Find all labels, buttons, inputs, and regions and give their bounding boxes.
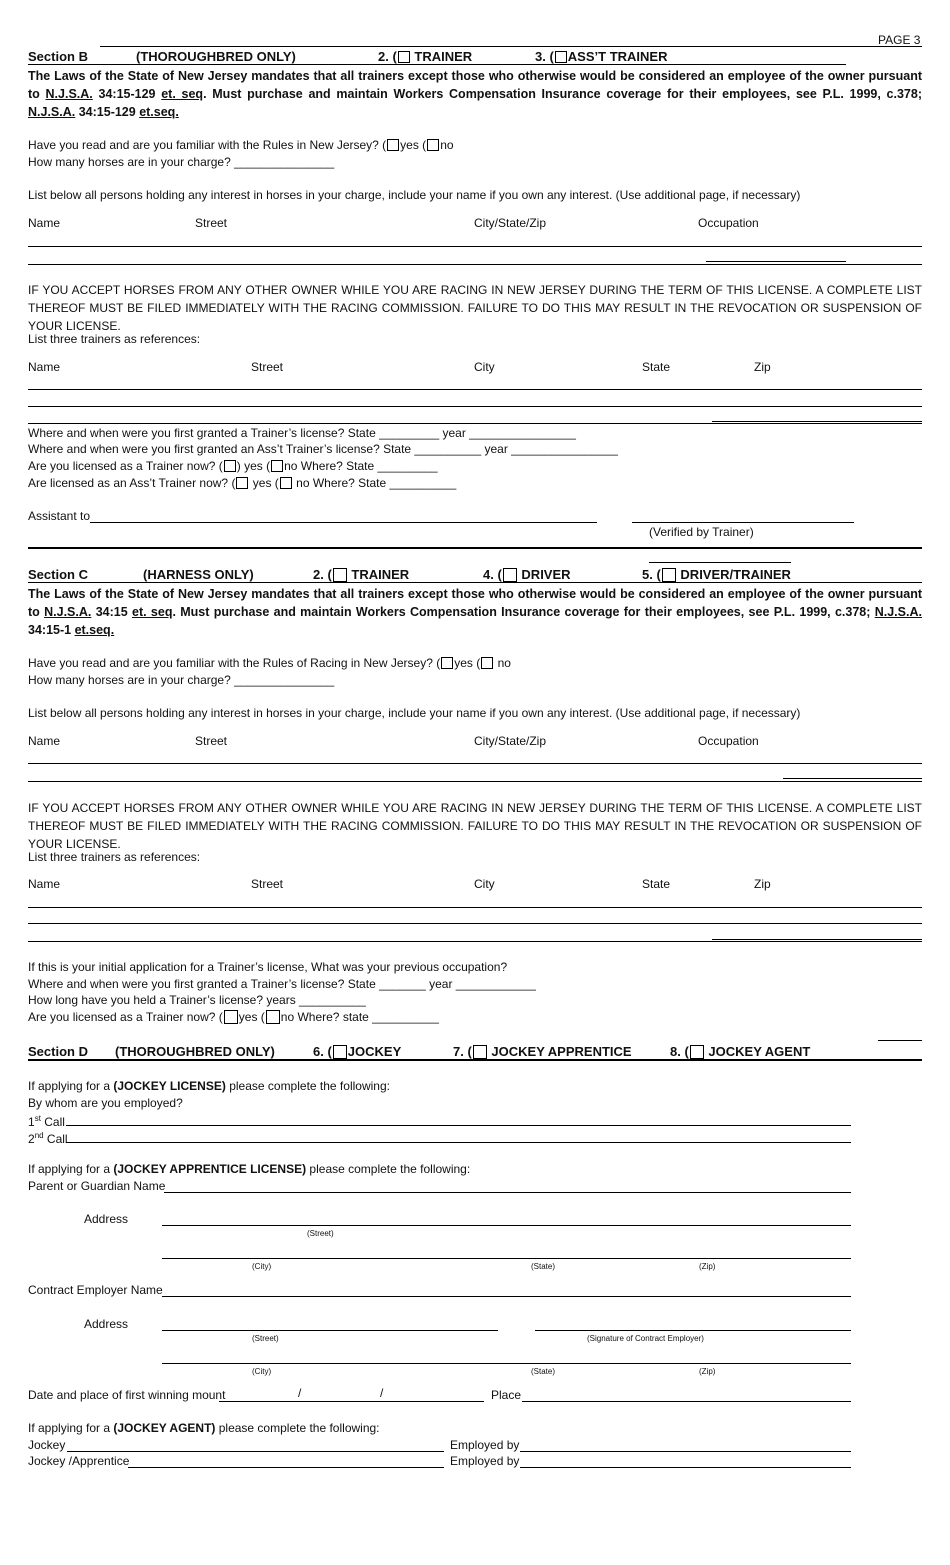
second-call-label: 2nd Call xyxy=(28,1131,68,1146)
jockey-agent-intro: If applying for a (JOCKEY AGENT) please complete the following: xyxy=(28,1421,380,1435)
section-title: Section C xyxy=(28,567,88,582)
address-label: Address xyxy=(84,1317,129,1331)
trainer-checkbox[interactable] xyxy=(333,568,347,582)
jockey-apprentice-label: Jockey /Apprentice xyxy=(28,1454,130,1468)
rules-question: Have you read and are you familiar with the Rules of Racing in New Jersey? ( yes ( no xyxy=(28,656,511,670)
street-field[interactable] xyxy=(162,1225,851,1226)
rules-question: Have you read and are you familiar with the Rules in New Jersey? ( yes ( no xyxy=(28,138,454,152)
jockey-checkbox[interactable] xyxy=(333,1045,347,1059)
verified-by-trainer-label: (Verified by Trainer) xyxy=(649,525,754,539)
first-trainer-license-field[interactable]: Where and when were you first granted a Trainer’s license? State _________ year ________________ xyxy=(28,426,576,440)
workers-comp-notice: The Laws of the State of New Jersey mandates that all trainers except those who otherwise would be considered an employee of the owner pursuant to N.J.S.A. 34:15-129 et. seq. Must purchase and maintain Workers Compensation Insurance coverage for their employees, see P.L. 1999, c.378; N.J.S.A. 34:15-129 et.seq. xyxy=(28,69,922,119)
first-winning-date-field[interactable] xyxy=(219,1401,484,1402)
first-winning-mount-label: Date and place of first winning mount xyxy=(28,1388,226,1402)
col-occupation: Occupation xyxy=(698,734,759,748)
place-field[interactable] xyxy=(522,1401,851,1402)
section-b-header xyxy=(28,50,88,64)
parent-guardian-field[interactable] xyxy=(164,1192,851,1193)
col-city-state-zip: City/State/Zip xyxy=(474,734,547,748)
reference-entry-line[interactable] xyxy=(28,423,922,424)
reference-entry-line[interactable] xyxy=(28,907,922,908)
apprentice-employed-by-field[interactable] xyxy=(520,1467,851,1468)
section-title: Section D xyxy=(28,1044,88,1059)
jockey-agent-checkbox[interactable] xyxy=(690,1045,704,1059)
col-name: Name xyxy=(28,216,61,230)
section-divider xyxy=(28,547,922,549)
accept-horses-notice: IF YOU ACCEPT HORSES FROM ANY OTHER OWNER WHILE YOU ARE RACING IN NEW JERSEY DURING THE TERM OF THIS LICENSE. A COMPLETE LIST THEREOF MUST BE FILED IMMEDIATELY WITH THE RACING COMMISSION. FAILURE TO DO THIS MAY RESULT IN THE REVOCATION OR SUSPENSION OF YOUR LICENSE. xyxy=(28,801,922,851)
assistant-to-field[interactable] xyxy=(90,522,597,523)
ref-col-zip: Zip xyxy=(754,360,771,374)
col-name: Name xyxy=(28,734,61,748)
ref-col-name: Name xyxy=(28,360,61,374)
jockey-license-intro: If applying for a (JOCKEY LICENSE) please complete the following: xyxy=(28,1079,390,1093)
jockey-field[interactable] xyxy=(67,1451,444,1452)
trainer-now-yes-checkbox[interactable] xyxy=(224,1010,238,1024)
jockey-agent-option: 8. ( JOCKEY AGENT xyxy=(670,1044,811,1059)
horses-count-field[interactable]: How many horses are in your charge? _______________ xyxy=(28,673,335,687)
asst-now-no-checkbox[interactable] xyxy=(280,477,292,489)
jockey-employed-by-field[interactable] xyxy=(520,1451,851,1452)
reference-entry-line[interactable] xyxy=(28,406,922,407)
rules-no-checkbox[interactable] xyxy=(427,139,439,151)
trainer-now-question: Are you licensed as a Trainer now? ( yes ( no Where? state __________ xyxy=(28,1010,439,1024)
date-separator: / xyxy=(298,1386,302,1400)
reference-entry-line[interactable] xyxy=(28,923,922,924)
ref-col-city: City xyxy=(474,360,495,374)
trainer-now-yes-checkbox[interactable] xyxy=(224,460,236,472)
asst-trainer-option: 3. ( ASS’T TRAINER xyxy=(535,49,668,64)
trainer-option: 2. ( TRAINER xyxy=(378,49,473,64)
asst-now-question: Are licensed as an Ass’t Trainer now? ( yes ( no Where? State __________ xyxy=(28,476,457,490)
trainer-option: 2. ( TRAINER xyxy=(313,567,410,582)
ref-col-name: Name xyxy=(28,877,61,891)
jockey-option: 6. ( JOCKEY xyxy=(313,1044,402,1059)
divider xyxy=(783,778,922,779)
ref-col-city: City xyxy=(474,877,495,891)
place-label: Place xyxy=(491,1388,522,1402)
trainer-verification-field[interactable] xyxy=(632,522,854,523)
reference-entry-line[interactable] xyxy=(28,389,922,390)
trainer-now-no-checkbox[interactable] xyxy=(271,460,283,472)
section-scope: (THOROUGHBRED ONLY) xyxy=(136,49,296,64)
divider xyxy=(712,421,922,422)
section-scope: (THOROUGHBRED ONLY) xyxy=(115,1044,275,1059)
first-call-field[interactable] xyxy=(66,1125,851,1126)
employed-by-label: Employed by xyxy=(450,1454,520,1468)
col-street: Street xyxy=(195,734,228,748)
references-instruction: List three trainers as references: xyxy=(28,850,201,864)
second-call-field[interactable] xyxy=(66,1142,851,1143)
date-separator: / xyxy=(380,1386,384,1400)
interest-entry-line[interactable] xyxy=(28,763,922,764)
asst-now-yes-checkbox[interactable] xyxy=(236,477,248,489)
ref-col-street: Street xyxy=(251,877,284,891)
address-label: Address xyxy=(84,1212,129,1226)
jockey-apprentice-checkbox[interactable] xyxy=(473,1045,487,1059)
first-call-label: 1st Call xyxy=(28,1114,65,1129)
employed-question: By whom are you employed? xyxy=(28,1096,183,1110)
interest-entry-line[interactable] xyxy=(28,264,922,265)
interest-list-instruction: List below all persons holding any interest in horses in your charge, include your name if you own any interest. (Use additional page, if necessary) xyxy=(28,706,801,720)
interest-entry-line[interactable] xyxy=(28,781,922,782)
contract-employer-label: Contract Employer Name xyxy=(28,1283,163,1297)
jockey-label: Jockey xyxy=(28,1438,66,1452)
page-number: PAGE 3 xyxy=(878,33,921,47)
state-caption: (State) xyxy=(531,1367,556,1376)
first-trainer-license-field[interactable]: Where and when were you first granted a Trainer’s license? State _______ year ____________ xyxy=(28,977,536,991)
employer-city-state-zip-field[interactable] xyxy=(162,1363,851,1364)
rules-yes-checkbox[interactable] xyxy=(387,139,399,151)
ref-col-state: State xyxy=(642,360,671,374)
interest-list-instruction: List below all persons holding any interest in horses in your charge, include your name if you own any interest. (Use additional page, if necessary) xyxy=(28,188,801,202)
city-caption: (City) xyxy=(252,1367,272,1376)
trainer-now-question: Are you licensed as a Trainer now? ( ) yes ( no Where? State _________ xyxy=(28,459,438,473)
driver-checkbox[interactable] xyxy=(503,568,517,582)
driver-trainer-checkbox[interactable] xyxy=(662,568,676,582)
divider xyxy=(28,582,922,583)
divider xyxy=(878,1040,922,1041)
divider xyxy=(712,939,922,940)
section-scope: (HARNESS ONLY) xyxy=(143,567,254,582)
driver-option: 4. ( DRIVER xyxy=(483,567,571,582)
city-state-zip-field[interactable] xyxy=(162,1258,851,1259)
jockey-apprentice-option: 7. ( JOCKEY APPRENTICE xyxy=(453,1044,632,1059)
divider xyxy=(706,261,846,262)
jockey-apprentice-intro: If applying for a (JOCKEY APPRENTICE LICENSE) please complete the following: xyxy=(28,1162,471,1176)
divider xyxy=(649,562,791,563)
city-caption: (City) xyxy=(252,1262,272,1271)
previous-occupation-question: If this is your initial application for a Trainer’s license, What was your previous occupation? xyxy=(28,960,508,974)
ref-col-street: Street xyxy=(251,360,284,374)
rules-yes-checkbox[interactable] xyxy=(441,657,453,669)
contract-employer-field[interactable] xyxy=(162,1296,851,1297)
first-asst-license-field[interactable]: Where and when were you first granted an Ass’t Trainer’s license? State __________ year ________________ xyxy=(28,442,618,456)
driver-trainer-option: 5. ( DRIVER/TRAINER xyxy=(642,567,791,582)
zip-caption: (Zip) xyxy=(699,1367,716,1376)
signature-caption: (Signature of Contract Employer) xyxy=(587,1334,704,1343)
street-caption: (Street) xyxy=(252,1334,279,1343)
assistant-to-label: Assistant to xyxy=(28,509,91,523)
employer-signature-field[interactable] xyxy=(535,1330,851,1331)
references-instruction: List three trainers as references: xyxy=(28,332,201,346)
trainer-now-no-checkbox[interactable] xyxy=(266,1010,280,1024)
reference-entry-line[interactable] xyxy=(28,941,922,942)
interest-entry-line[interactable] xyxy=(28,246,922,247)
jockey-apprentice-field[interactable] xyxy=(128,1467,444,1468)
ref-col-state: State xyxy=(642,877,671,891)
asst-trainer-checkbox[interactable] xyxy=(555,51,567,63)
section-divider xyxy=(28,1059,922,1061)
horses-count-field[interactable]: How many horses are in your charge? _______________ xyxy=(28,155,335,169)
years-held-field[interactable]: How long have you held a Trainer’s license? years __________ xyxy=(28,993,366,1007)
employer-street-field[interactable] xyxy=(162,1330,498,1331)
employed-by-label: Employed by xyxy=(450,1438,520,1452)
workers-comp-notice: The Laws of the State of New Jersey mandates that all trainers except those who otherwise would be considered an employee of the owner pursuant to N.J.S.A. 34:15 et. seq. Must purchase and maintain Workers Compensation Insurance coverage for their employees, see P.L. 1999, c.378; N.J.S.A. 34:15-1 et.seq. xyxy=(28,587,922,637)
street-caption: (Street) xyxy=(307,1229,334,1238)
rules-no-checkbox[interactable] xyxy=(481,657,493,669)
divider xyxy=(28,64,846,65)
section-title: Section B xyxy=(28,49,88,64)
divider xyxy=(100,46,922,47)
col-occupation: Occupation xyxy=(698,216,759,230)
zip-caption: (Zip) xyxy=(699,1262,716,1271)
trainer-checkbox[interactable] xyxy=(398,51,410,63)
col-street: Street xyxy=(195,216,228,230)
accept-horses-notice: IF YOU ACCEPT HORSES FROM ANY OTHER OWNER WHILE YOU ARE RACING IN NEW JERSEY DURING THE TERM OF THIS LICENSE. A COMPLETE LIST THEREOF MUST BE FILED IMMEDIATELY WITH THE RACING COMMISSION. FAILURE TO DO THIS MAY RESULT IN THE REVOCATION OR SUSPENSION OF YOUR LICENSE. xyxy=(28,283,922,333)
parent-guardian-label: Parent or Guardian Name xyxy=(28,1179,166,1193)
state-caption: (State) xyxy=(531,1262,556,1271)
ref-col-zip: Zip xyxy=(754,877,771,891)
col-city-state-zip: City/State/Zip xyxy=(474,216,547,230)
